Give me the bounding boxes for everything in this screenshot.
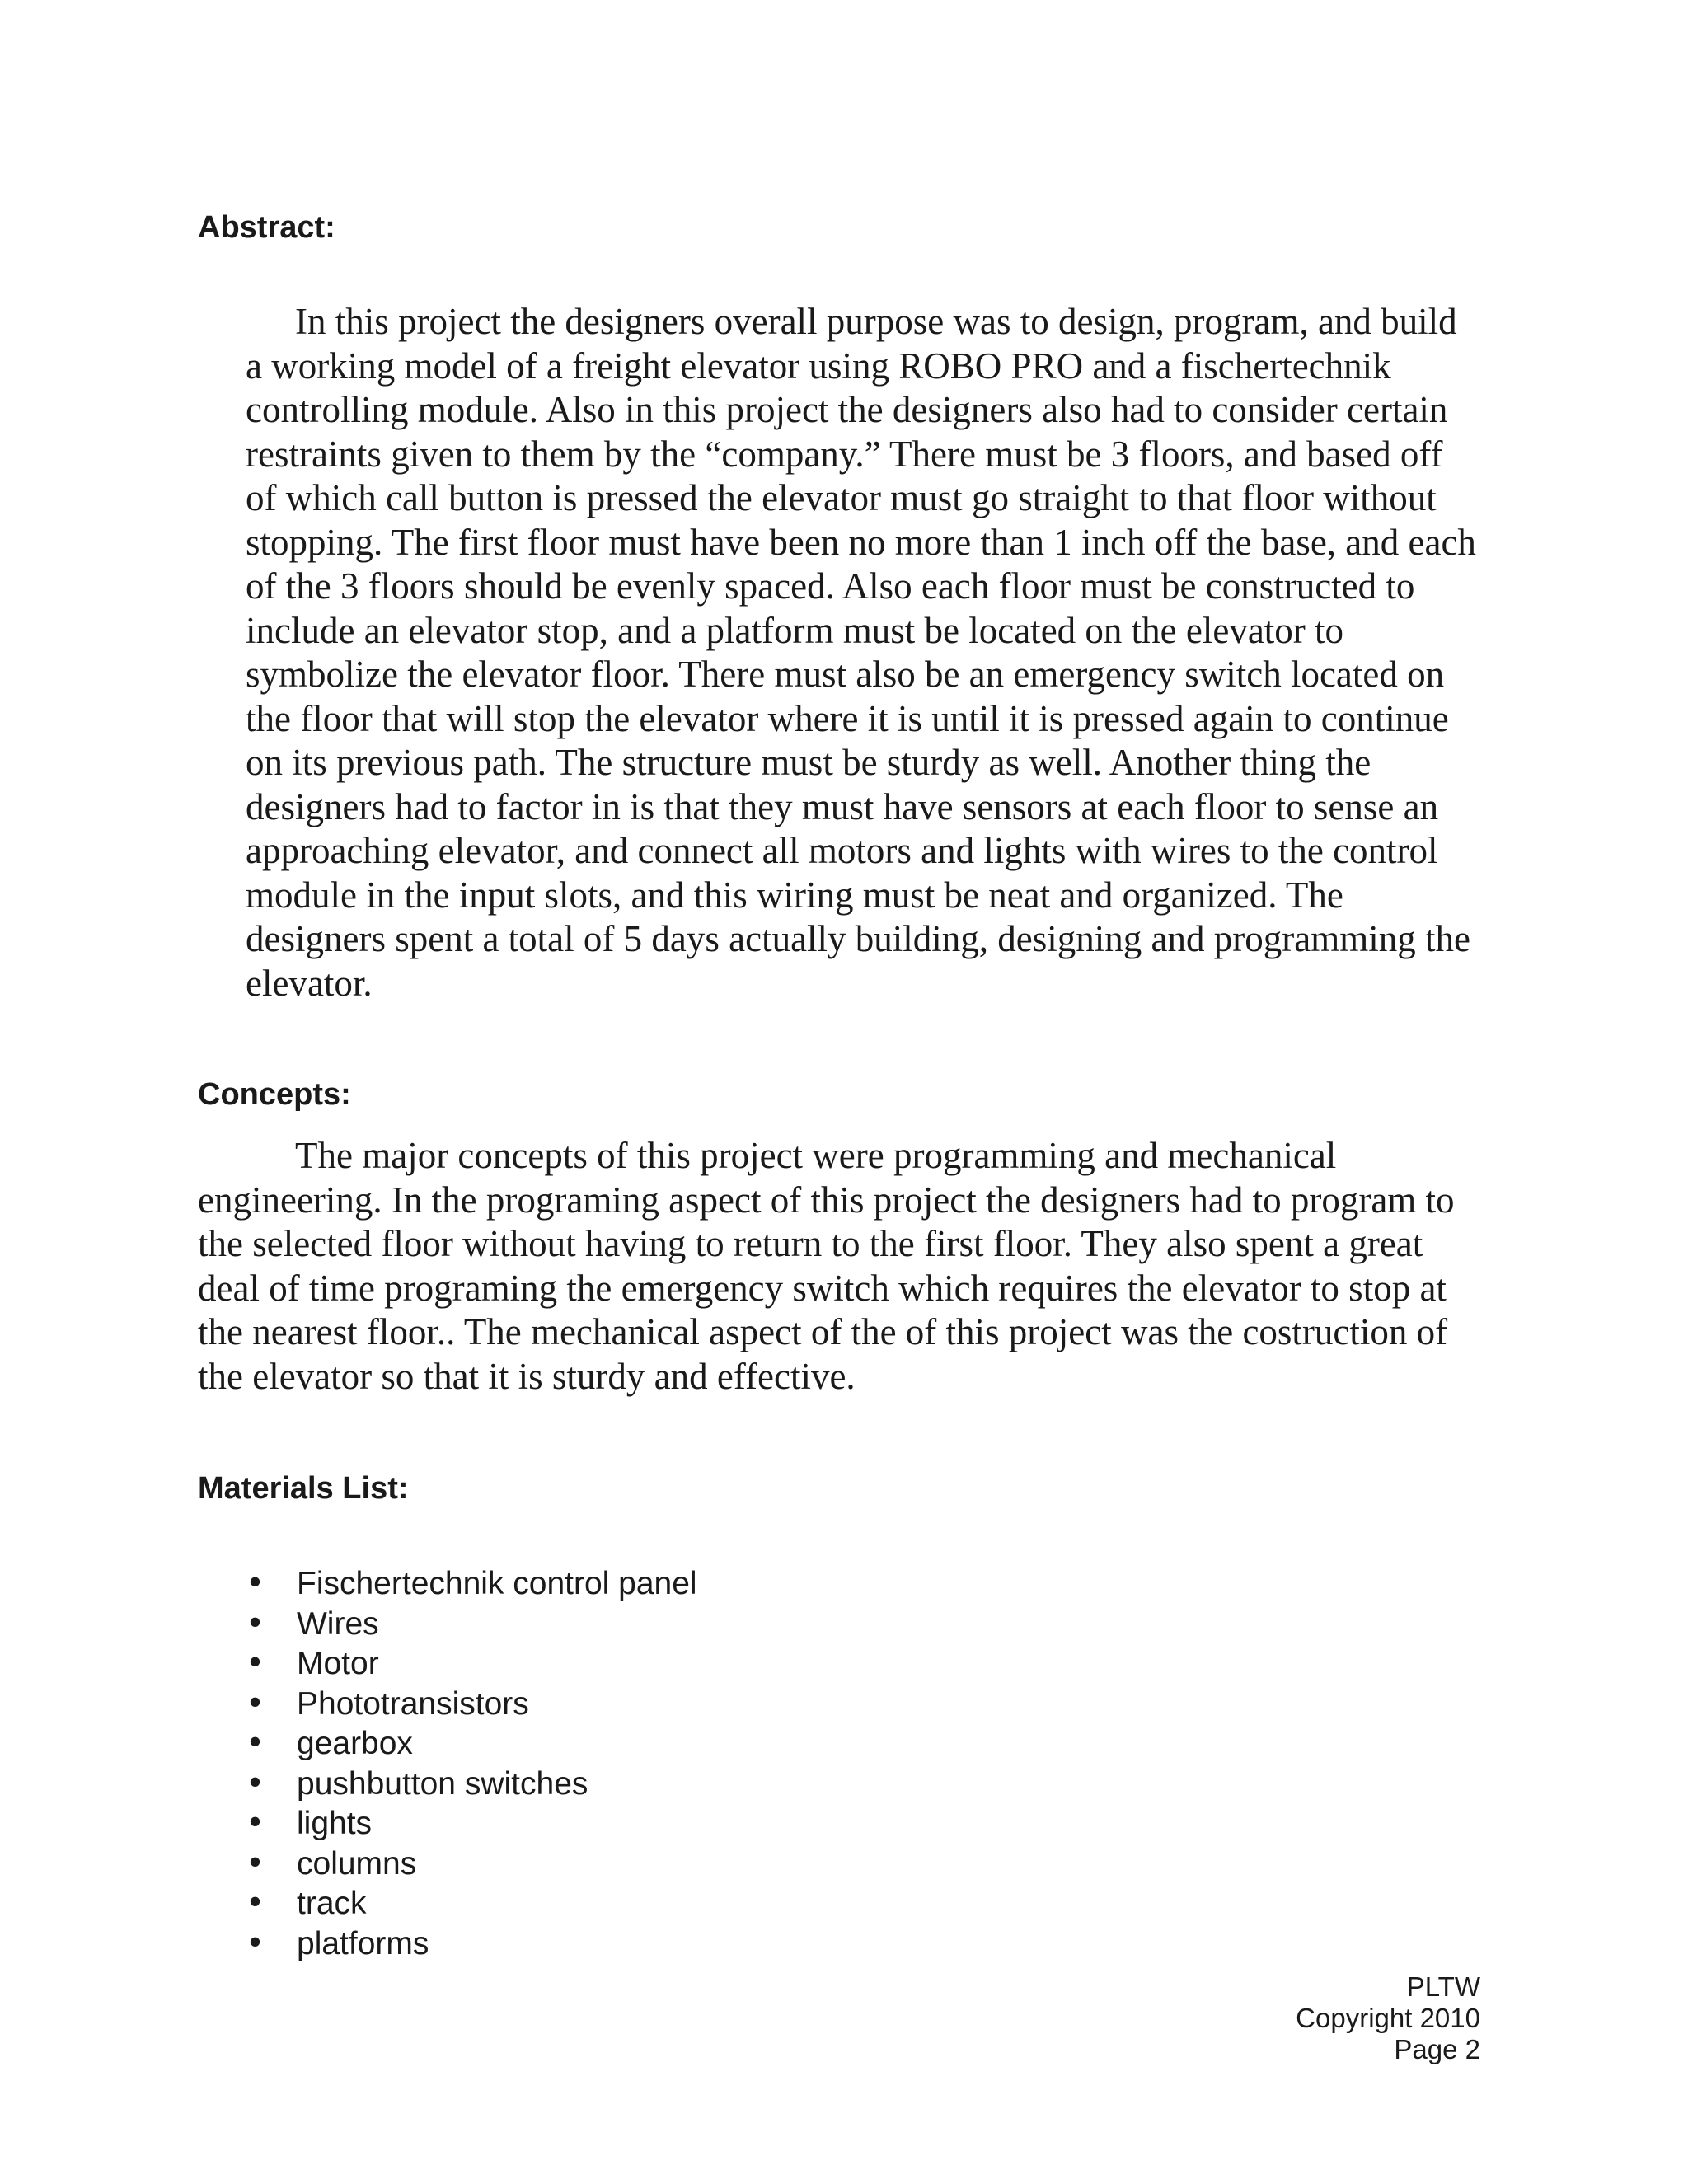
list-item-text: lights (297, 1806, 373, 1841)
list-item (246, 1724, 697, 1765)
bullet-icon: • (246, 1645, 265, 1682)
bullet-icon: • (246, 1765, 265, 1802)
list-item-text: pushbutton switches (297, 1765, 588, 1802)
abstract-paragraph: In this project the designers overall purpose was to design, program, and build a working model of a freight elevator using ROBO PRO and a fischertechnik controlling module. Also in this project the designers also had to consider certain restraints given to them by the “company.” There must be 3 floors, and based off of which call button is pressed the elevator must go straight to that floor without stopping. The first floor must have been no more than 1 inch off the base, and each of the 3 floors should be evenly spaced. Also each floor must be constructed to include an elevator stop, and a platform must be located on the elevator to symbolize the elevator floor. There must also be an emergency switch located on the floor that will stop the elevator where it is until it is pressed again to continue on its previous path. The structure must be sturdy as well. Another thing the designers had to factor in is that they must have sensors at each floor to sense an approaching elevator, and connect all motors and lights with wires to the control module in the input slots, and this wiring must be neat and organized. The designers spent a total of 5 days actually building, designing and programming the elevator. (246, 301, 1476, 1004)
bullet-icon: • (246, 1805, 265, 1842)
list-item (246, 1644, 697, 1685)
list-item-text: platforms (297, 1925, 429, 1961)
list-item (246, 1804, 697, 1844)
page-footer (1296, 1971, 1480, 2065)
list-item (246, 1685, 697, 1725)
bullet-icon: • (246, 1605, 265, 1643)
list-item (246, 1924, 697, 1965)
concepts-heading: Concepts: (198, 1077, 351, 1112)
list-item (246, 1844, 697, 1885)
concepts-paragraph: The major concepts of this project were programming and mechanical engineering. In the programing aspect of this project the designers had to program to the selected floor without having to return to the first floor. They also spent a great deal of time programing the emergency switch which requires the elevator to stop at the nearest floor.. The mechanical aspect of the of this project was the costruction of the elevator so that it is sturdy and effective. (198, 1135, 1455, 1397)
list-item-text: track (297, 1886, 367, 1921)
footer-org: PLTW (1406, 1971, 1480, 2002)
bullet-icon: • (246, 1885, 265, 1922)
list-item (246, 1605, 697, 1645)
abstract-heading: Abstract: (198, 210, 335, 245)
materials-heading: Materials List: (198, 1471, 409, 1506)
footer-copyright: Copyright 2010 (1296, 2003, 1480, 2033)
bullet-icon: • (246, 1844, 265, 1882)
list-item (246, 1564, 697, 1605)
bullet-icon: • (246, 1725, 265, 1762)
list-item-text: Wires (297, 1605, 379, 1642)
bullet-icon: • (246, 1565, 265, 1602)
footer-page-number: Page 2 (1394, 2034, 1480, 2064)
list-item-text: Fischertechnik control panel (297, 1566, 697, 1601)
list-item-text: columns (297, 1845, 417, 1882)
bullet-icon: • (246, 1924, 265, 1962)
bullet-icon: • (246, 1685, 265, 1722)
list-item-text: Phototransistors (297, 1685, 529, 1722)
list-item-text: Motor (297, 1646, 379, 1681)
materials-list (246, 1564, 697, 1964)
list-item (246, 1765, 697, 1805)
list-item-text: gearbox (297, 1726, 413, 1761)
list-item (246, 1884, 697, 1924)
